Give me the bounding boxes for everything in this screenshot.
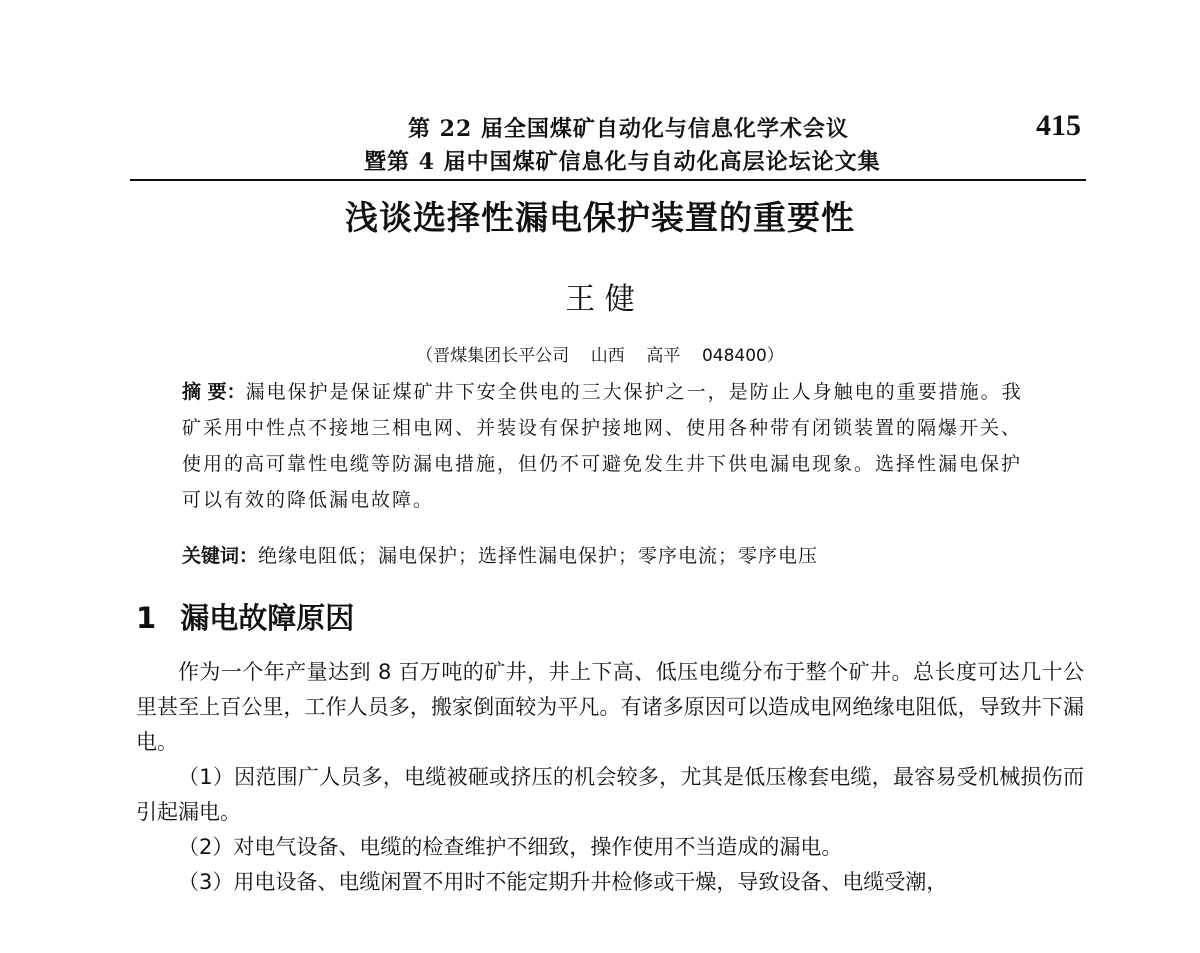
body-paragraph: 作为一个年产量达到 8 百万吨的矿井，井上下高、低压电缆分布于整个矿井。总长度可达几十公里甚至上百公里，工作人员多，搬家倒面较为平凡。有诸多原因可以造成电网绝缘电阻低，导致井下漏电。 — [136, 660, 1084, 754]
abstract-label: 摘 要： — [182, 381, 246, 403]
keywords-text: 绝缘电阻低；漏电保护；选择性漏电保护；零序电流；零序电压 — [258, 545, 819, 567]
abstract — [182, 374, 1042, 518]
author-name: 王 健 — [565, 282, 635, 317]
header-divider — [130, 179, 1086, 181]
body-paragraph: （1）因范围广人员多，电缆被砸或挤压的机会较多，尤其是低压橡套电缆，最容易受机械损伤而引起漏电。 — [136, 765, 1084, 824]
keywords-label: 关键词： — [182, 545, 259, 567]
body-paragraph: （2）对电气设备、电缆的检查维护不细致，操作使用不当造成的漏电。 — [178, 835, 843, 859]
section-title: 漏电故障原因 — [180, 601, 355, 635]
section-number: 1 — [136, 601, 157, 635]
keywords — [182, 538, 1042, 574]
body-paragraph: （3）用电设备、电缆闲置不用时不能定期升井检修或干燥，导致设备、电缆受潮， — [178, 870, 948, 894]
section-heading — [136, 596, 354, 637]
author-affiliation: （晋煤集团长平公司 山西 高平 048400） — [416, 346, 784, 366]
page-number: 415 — [1036, 109, 1081, 142]
conference-title-line-2: 暨第 4 届中国煤矿信息化与自动化高层论坛论文集 — [364, 149, 881, 175]
section-body — [136, 655, 1084, 900]
paper-title: 浅谈选择性漏电保护装置的重要性 — [345, 198, 855, 237]
conference-title-line-1: 第 22 届全国煤矿自动化与信息化学术会议 — [408, 116, 849, 142]
abstract-text: 漏电保护是保证煤矿井下安全供电的三大保护之一，是防止人身触电的重要措施。我矿采用中性点不接地三相电网、并装设有保护接地网、使用各种带有闭锁装置的隔爆开关、使用的高可靠性电缆等防漏电措施，但仍不可避免发生井下供电漏电现象。选择性漏电保护可以有效的降低漏电故障。 — [182, 381, 1023, 511]
